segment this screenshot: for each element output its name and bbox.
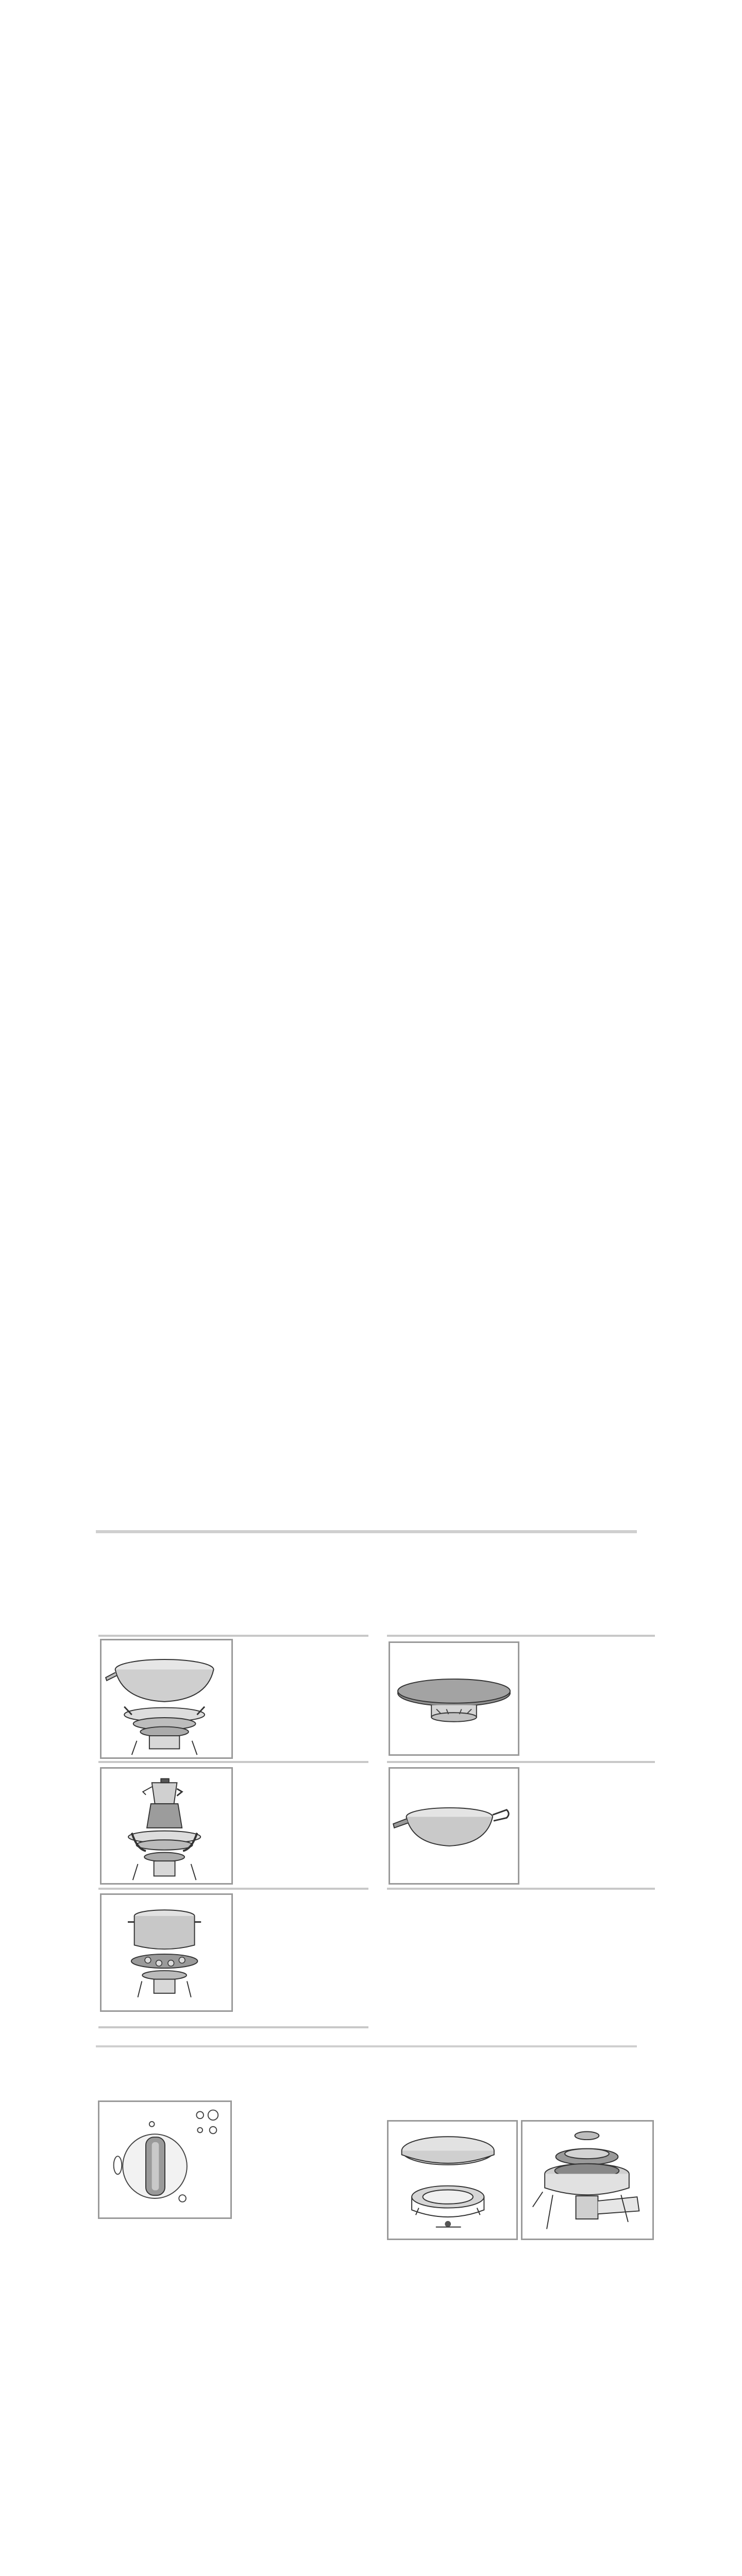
figure-burner-exploded [521, 2120, 654, 2240]
wok-on-wok-burner-icon [102, 1640, 231, 1757]
burner-cap-assembly-icon [389, 2122, 516, 2239]
wok-pan-icon [390, 1769, 518, 1883]
row-divider-right-2 [387, 1761, 655, 1763]
row-divider-left-1 [98, 1635, 368, 1637]
row-divider-left-4 [98, 2026, 368, 2028]
espresso-maker-on-reducer-icon [102, 1769, 231, 1883]
figure-stock-pot [100, 1893, 233, 2012]
row-divider-right-1 [387, 1635, 655, 1637]
figure-control-knob [98, 2100, 232, 2219]
griddle-plate-icon [390, 1643, 518, 1754]
row-divider-left-3 [98, 1888, 368, 1890]
figure-espresso-pot [100, 1767, 233, 1885]
figure-burner-cap-assembly [387, 2120, 518, 2240]
stock-pot-on-burner-icon [102, 1895, 231, 2010]
burner-exploded-view-icon [522, 2122, 652, 2239]
control-knob-panel-icon [99, 2102, 230, 2217]
figure-flat-griddle [389, 1641, 519, 1756]
row-divider-left-2 [98, 1761, 368, 1763]
figure-wok-pan [389, 1767, 519, 1885]
row-divider-right-3 [387, 1888, 655, 1890]
section-divider-middle [96, 2045, 637, 2047]
figure-wok-on-burner [100, 1639, 233, 1759]
section-divider-top [96, 1530, 637, 1533]
